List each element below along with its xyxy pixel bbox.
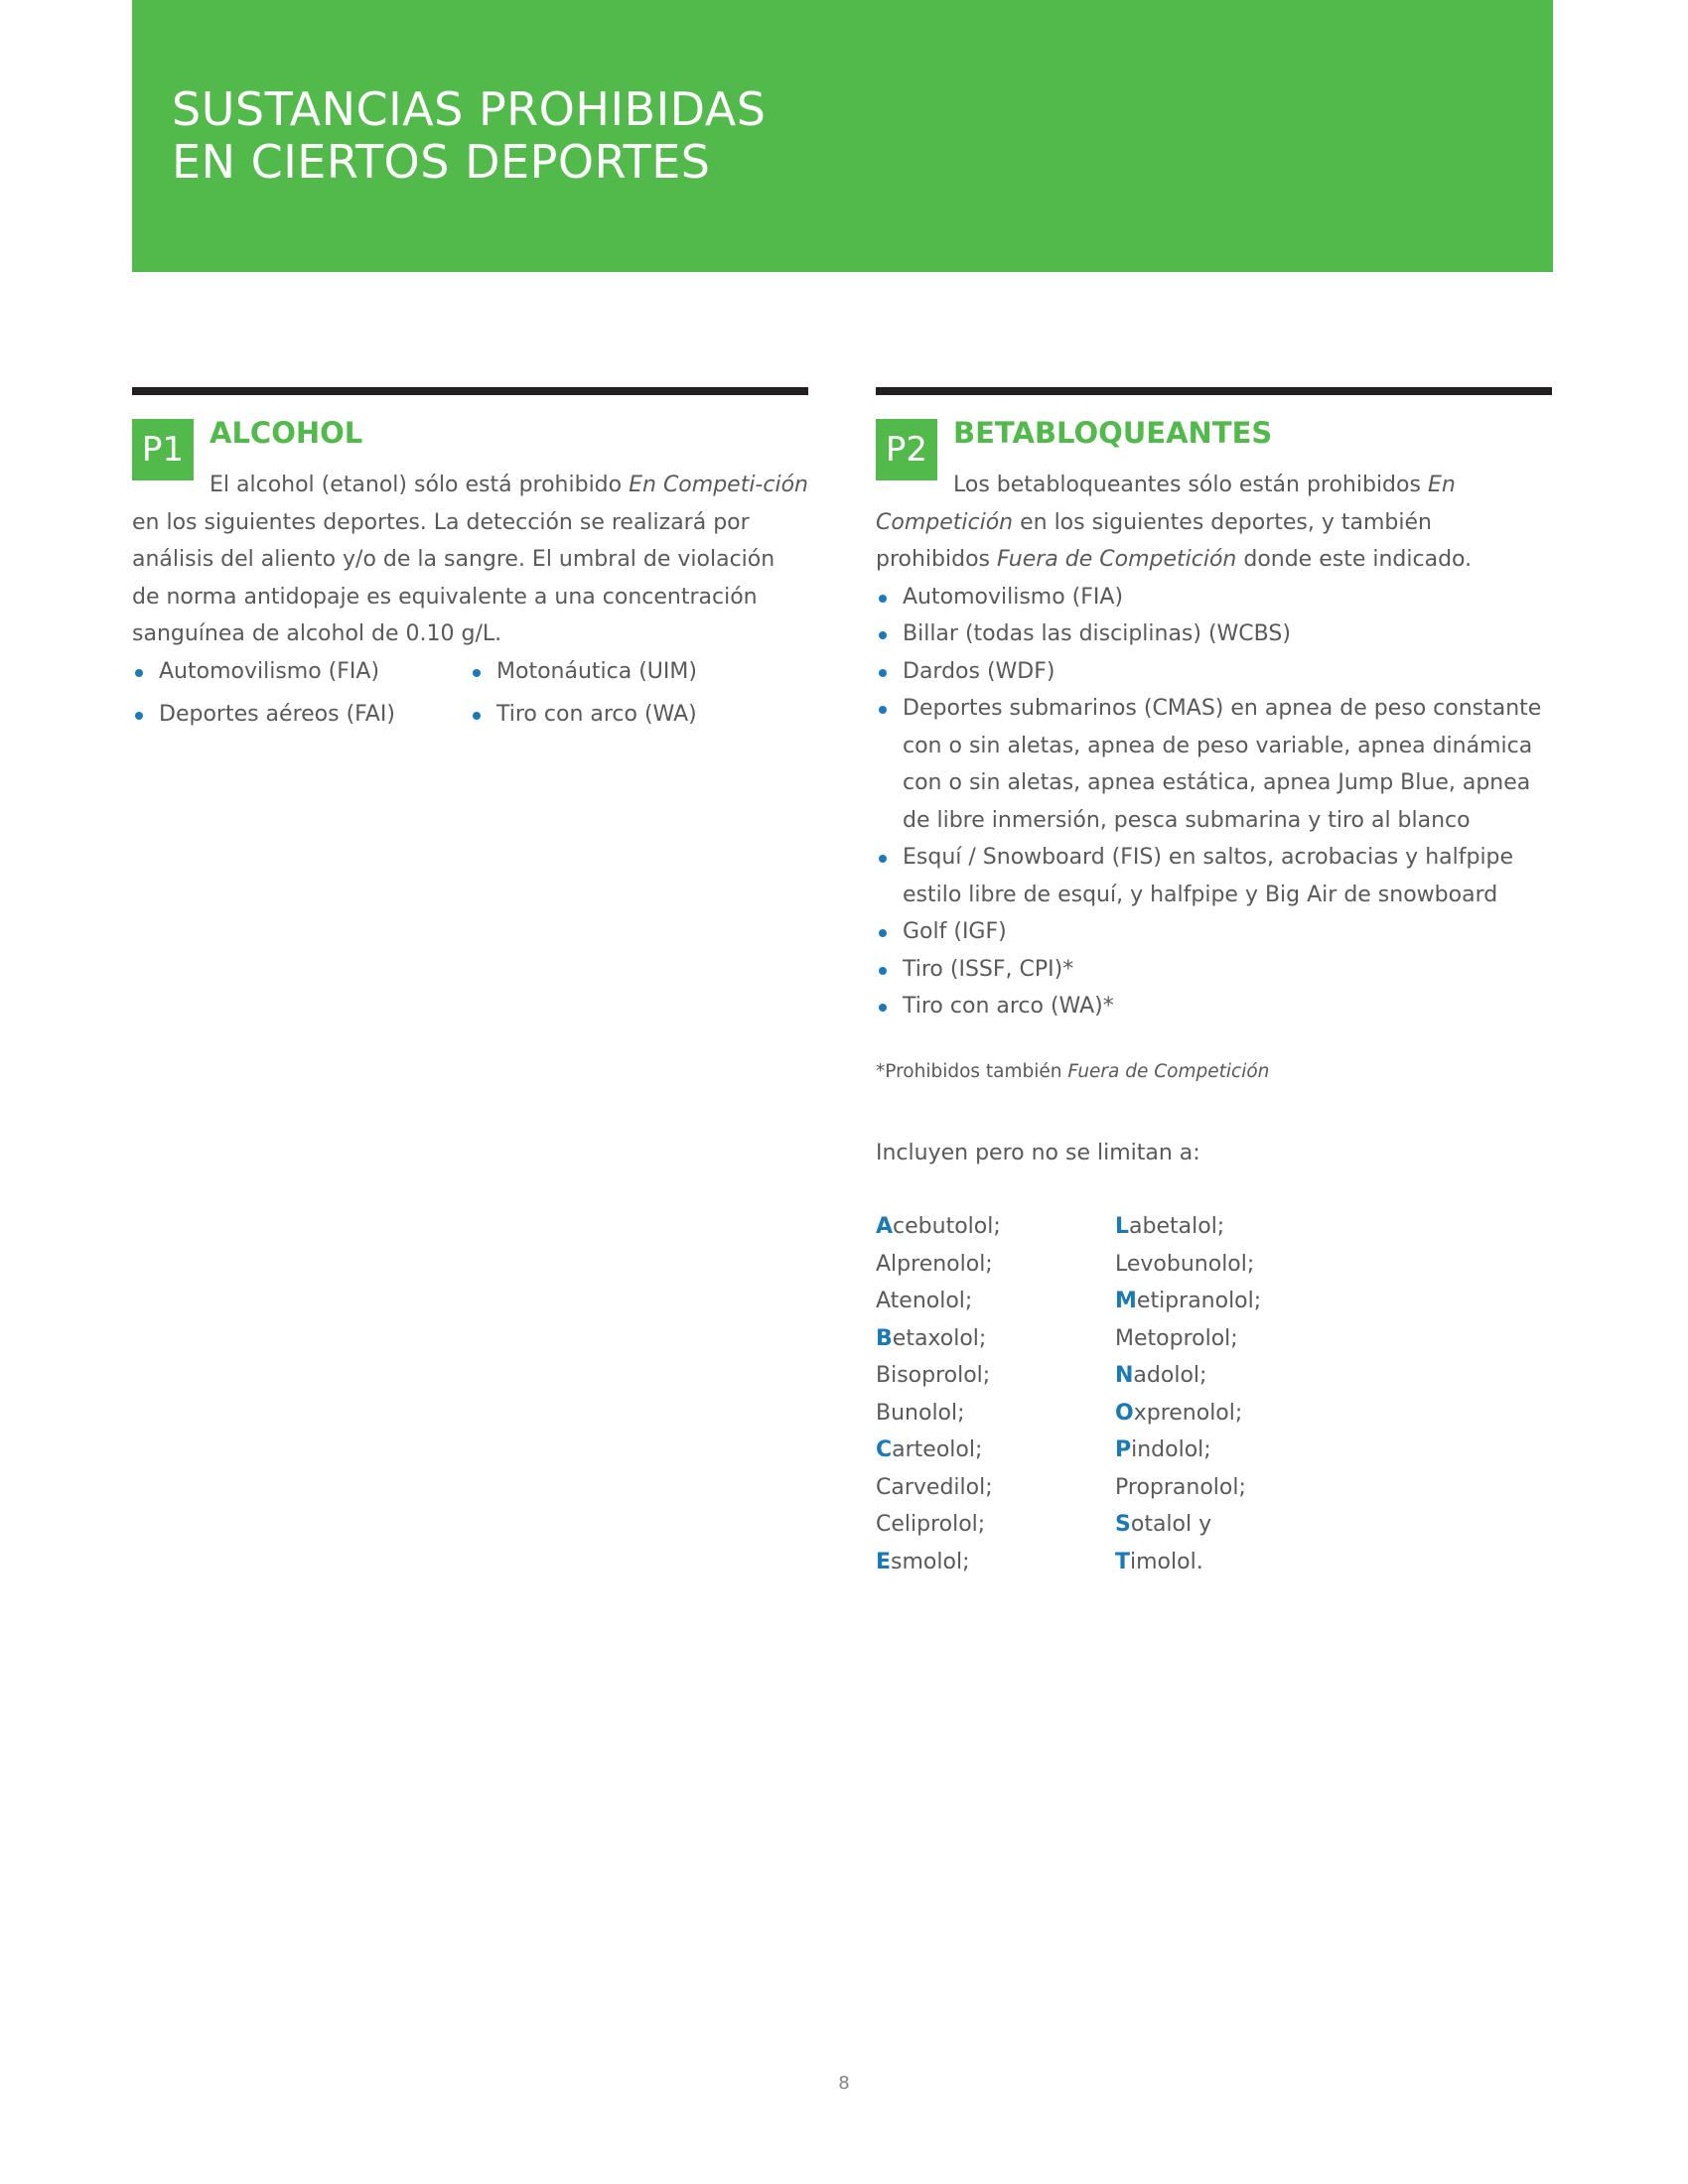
- substance-initial: P: [1115, 1437, 1132, 1462]
- substance-name: etaxolol;: [892, 1325, 987, 1351]
- substance-initial: N: [1115, 1363, 1134, 1388]
- substance-initial: S: [1115, 1512, 1131, 1537]
- substance-name: Bunolol;: [876, 1400, 965, 1426]
- substance-name: imolol.: [1130, 1549, 1203, 1574]
- substance-item: [876, 1395, 1115, 1433]
- substance-initial: A: [876, 1214, 894, 1239]
- sport-item: Deportes submarinos (CMAS) en apnea de peso constante con o sin aletas, apnea de peso variable, apnea dinámica con o sin aletas, apnea estática, apnea Jump Blue, apnea de libre inmersión, pesca submarina y tiro al blanco: [876, 690, 1552, 839]
- page-title-line-1: SUSTANCIAS PROHIBIDAS: [172, 82, 767, 136]
- substance-initial: M: [1115, 1289, 1137, 1313]
- section-rule: [876, 387, 1552, 395]
- sport-item: Tiro con arco (WA)*: [876, 988, 1552, 1025]
- substance-initial: L: [1115, 1214, 1130, 1239]
- substance-name: Propranolol;: [1115, 1474, 1246, 1500]
- section-intro: Los betabloqueantes sólo están prohibidos En Competición en los siguientes deportes, y también prohibidos Fuera de Competición donde este indicado.: [876, 473, 1473, 572]
- substance-initial: T: [1115, 1549, 1131, 1574]
- section-code-badge: P2: [876, 419, 937, 480]
- substances-column-right: [1115, 1208, 1354, 1580]
- substance-item: [1115, 1246, 1354, 1284]
- substance-item: [1115, 1283, 1354, 1320]
- substance-name: abetalol;: [1129, 1214, 1225, 1239]
- substances-list: [876, 1208, 1552, 1580]
- footnote: *Prohibidos también Fuera de Competición: [876, 1060, 1270, 1082]
- substance-name: Celiprolol;: [876, 1512, 986, 1537]
- substance-initial: C: [876, 1437, 893, 1462]
- sport-item: Tiro con arco (WA): [470, 696, 807, 734]
- substance-item: [1115, 1395, 1354, 1433]
- substance-item: [876, 1469, 1115, 1507]
- substance-item: [1115, 1208, 1354, 1246]
- substances-intro: Incluyen pero no se limitan a:: [876, 1140, 1200, 1165]
- substance-item: [1115, 1469, 1354, 1507]
- substance-item: [876, 1246, 1115, 1284]
- substance-name: Alprenolol;: [876, 1251, 993, 1277]
- substance-item: [876, 1320, 1115, 1358]
- substance-name: otalol y: [1130, 1512, 1212, 1537]
- substance-initial: O: [1115, 1400, 1134, 1426]
- header-banner: [132, 0, 1553, 272]
- substance-item: [1115, 1432, 1354, 1469]
- substance-name: xprenolol;: [1133, 1400, 1243, 1426]
- sport-item: Automovilismo (FIA): [132, 653, 470, 691]
- substance-name: cebutolol;: [893, 1214, 1001, 1239]
- section-code-badge: P1: [132, 419, 194, 480]
- section-intro: El alcohol (etanol) sólo está prohibido En Competi-ción en los siguientes deportes. La detección se realizará por análisis del aliento y/o de la sangre. El umbral de violación de norma antidopaje es equivalente a una concentración sanguínea de alcohol de 0.10 g/L.: [132, 473, 808, 646]
- page-title-line-2: EN CIERTOS DEPORTES: [172, 135, 711, 189]
- substance-item: [876, 1544, 1115, 1581]
- substance-item: [1115, 1544, 1354, 1581]
- sport-item: Deportes aéreos (FAI): [132, 696, 470, 734]
- sport-item: Motonáutica (UIM): [470, 653, 807, 691]
- substance-item: [876, 1208, 1115, 1246]
- substance-name: arteolol;: [892, 1437, 983, 1462]
- page-title: [172, 83, 766, 189]
- substance-initial: E: [876, 1549, 892, 1574]
- substance-item: [876, 1432, 1115, 1469]
- sport-item: Dardos (WDF): [876, 653, 1552, 691]
- page-number: 8: [838, 2073, 850, 2094]
- sports-list: [876, 579, 1552, 1025]
- sport-item: Billar (todas las disciplinas) (WCBS): [876, 615, 1552, 653]
- section-header: [132, 416, 808, 470]
- substance-name: adolol;: [1133, 1363, 1207, 1388]
- sport-item: Tiro (ISSF, CPI)*: [876, 951, 1552, 989]
- substance-name: indolol;: [1131, 1437, 1211, 1462]
- sport-item: Automovilismo (FIA): [876, 579, 1552, 616]
- substance-name: etipranolol;: [1136, 1289, 1262, 1313]
- sport-item: Esquí / Snowboard (FIS) en saltos, acrobacias y halfpipe estilo libre de esquí, y halfpipe y Big Air de snowboard: [876, 839, 1552, 913]
- section-header: [876, 416, 1552, 470]
- substance-name: Metoprolol;: [1115, 1325, 1238, 1351]
- substance-item: [876, 1506, 1115, 1544]
- sport-item: Golf (IGF): [876, 913, 1552, 951]
- substance-name: Carvedilol;: [876, 1474, 993, 1500]
- substance-name: Levobunolol;: [1115, 1251, 1255, 1277]
- section-p1-alcohol: [132, 387, 808, 734]
- section-title: ALCOHOL: [210, 416, 363, 450]
- substance-item: [1115, 1320, 1354, 1358]
- substance-initial: B: [876, 1325, 893, 1351]
- substance-item: [1115, 1357, 1354, 1395]
- section-title: BETABLOQUEANTES: [953, 416, 1273, 450]
- section-rule: [132, 387, 808, 395]
- section-p2-betabloqueantes: [876, 387, 1552, 1580]
- substance-item: [1115, 1506, 1354, 1544]
- substances-column-left: [876, 1208, 1115, 1580]
- sports-list: [132, 653, 808, 734]
- substance-name: smolol;: [891, 1549, 970, 1574]
- substance-item: [876, 1283, 1115, 1320]
- substance-name: Atenolol;: [876, 1289, 973, 1313]
- substance-item: [876, 1357, 1115, 1395]
- substance-name: Bisoprolol;: [876, 1363, 991, 1388]
